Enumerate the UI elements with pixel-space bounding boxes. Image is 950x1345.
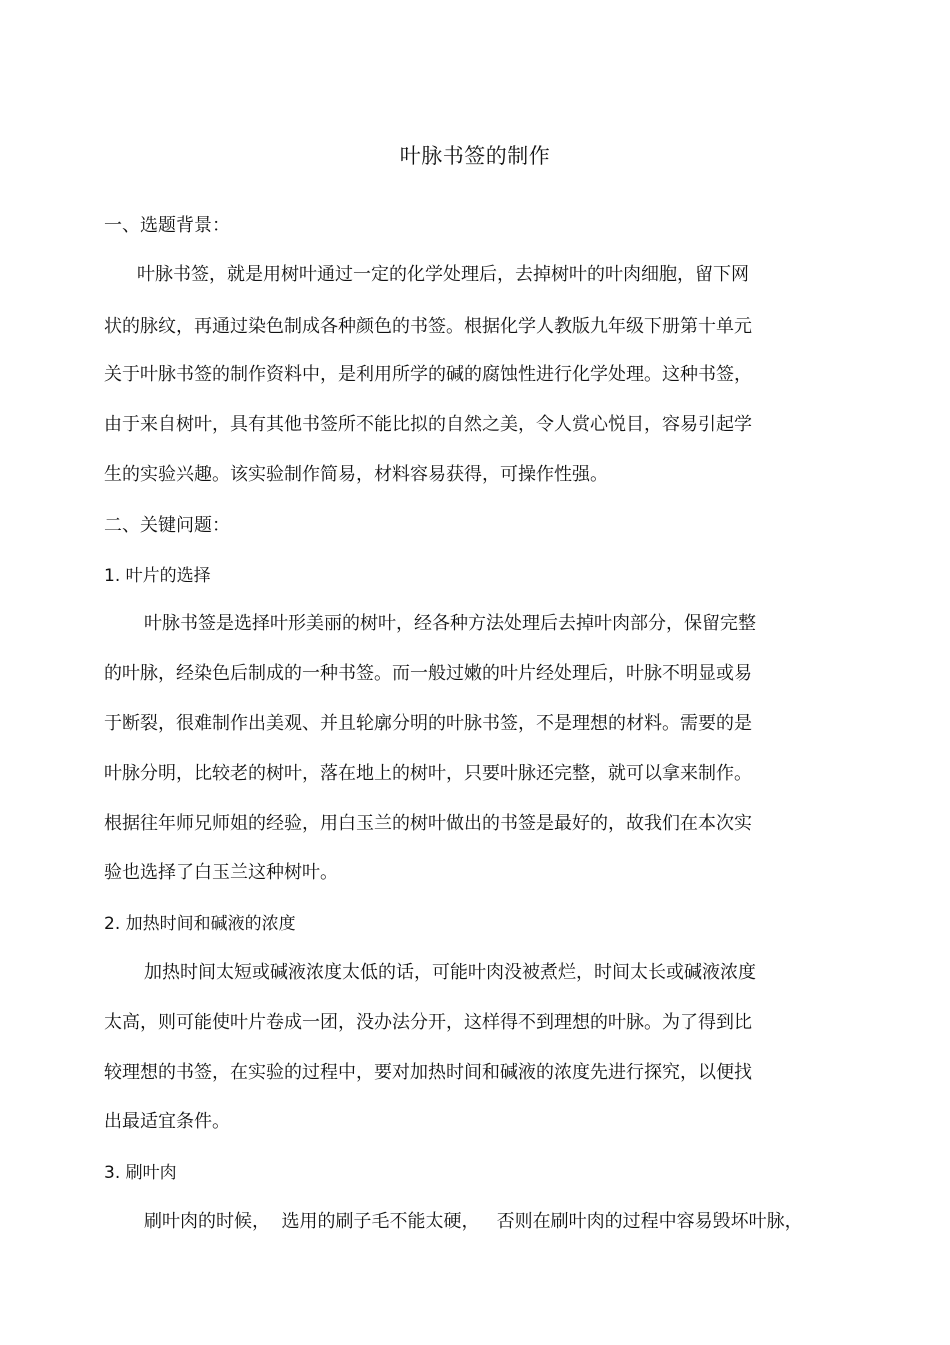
- paragraph-line: 太高，则可能使叶片卷成一团，没办法分开，这样得不到理想的叶脉。为了得到比: [104, 1012, 752, 1033]
- paragraph-line: 加热时间太短或碱液浓度太低的话，可能叶肉没被煮烂，时间太长或碱液浓度: [144, 962, 756, 983]
- subsection-heading-leaf-selection: 1. 叶片的选择: [104, 566, 211, 586]
- paragraph-line: 生的实验兴趣。该实验制作简易，材料容易获得，可操作性强。: [104, 464, 608, 485]
- paragraph-line: 叶脉书签，就是用树叶通过一定的化学处理后，去掉树叶的叶肉细胞，留下网: [137, 264, 749, 285]
- document-title: 叶脉书签的制作: [399, 144, 551, 168]
- section-heading-background: 一、选题背景：: [104, 215, 230, 236]
- paragraph-line: 于断裂，很难制作出美观、并且轮廓分明的叶脉书签，不是理想的材料。需要的是: [104, 713, 752, 734]
- paragraph-line: 叶脉书签是选择叶形美丽的树叶，经各种方法处理后去掉叶肉部分，保留完整: [144, 613, 756, 634]
- paragraph-line: 状的脉纹，再通过染色制成各种颜色的书签。根据化学人教版九年级下册第十单元: [104, 316, 752, 337]
- paragraph-line: 关于叶脉书签的制作资料中，是利用所学的碱的腐蚀性进行化学处理。这种书签，: [104, 364, 752, 385]
- paragraph-line: 出最适宜条件。: [104, 1111, 230, 1132]
- paragraph-line: 刷叶肉的时候， 选用的刷子毛不能太硬， 否则在刷叶肉的过程中容易毁坏叶脉，: [144, 1211, 803, 1232]
- paragraph-line: 叶脉分明，比较老的树叶，落在地上的树叶，只要叶脉还完整，就可以拿来制作。: [104, 763, 752, 784]
- section-heading-key-issues: 二、关键问题：: [104, 515, 230, 536]
- paragraph-line: 根据往年师兄师姐的经验，用白玉兰的树叶做出的书签是最好的，故我们在本次实: [104, 813, 752, 834]
- subsection-heading-brush-mesophyll: 3. 刷叶肉: [104, 1163, 177, 1183]
- subsection-heading-heating-concentration: 2. 加热时间和碱液的浓度: [104, 914, 296, 934]
- paragraph-line: 由于来自树叶，具有其他书签所不能比拟的自然之美，令人赏心悦目，容易引起学: [104, 414, 752, 435]
- paragraph-line: 验也选择了白玉兰这种树叶。: [104, 862, 338, 883]
- paragraph-line: 较理想的书签，在实验的过程中，要对加热时间和碱液的浓度先进行探究，以便找: [104, 1062, 752, 1083]
- paragraph-line: 的叶脉，经染色后制成的一种书签。而一般过嫩的叶片经处理后，叶脉不明显或易: [104, 663, 752, 684]
